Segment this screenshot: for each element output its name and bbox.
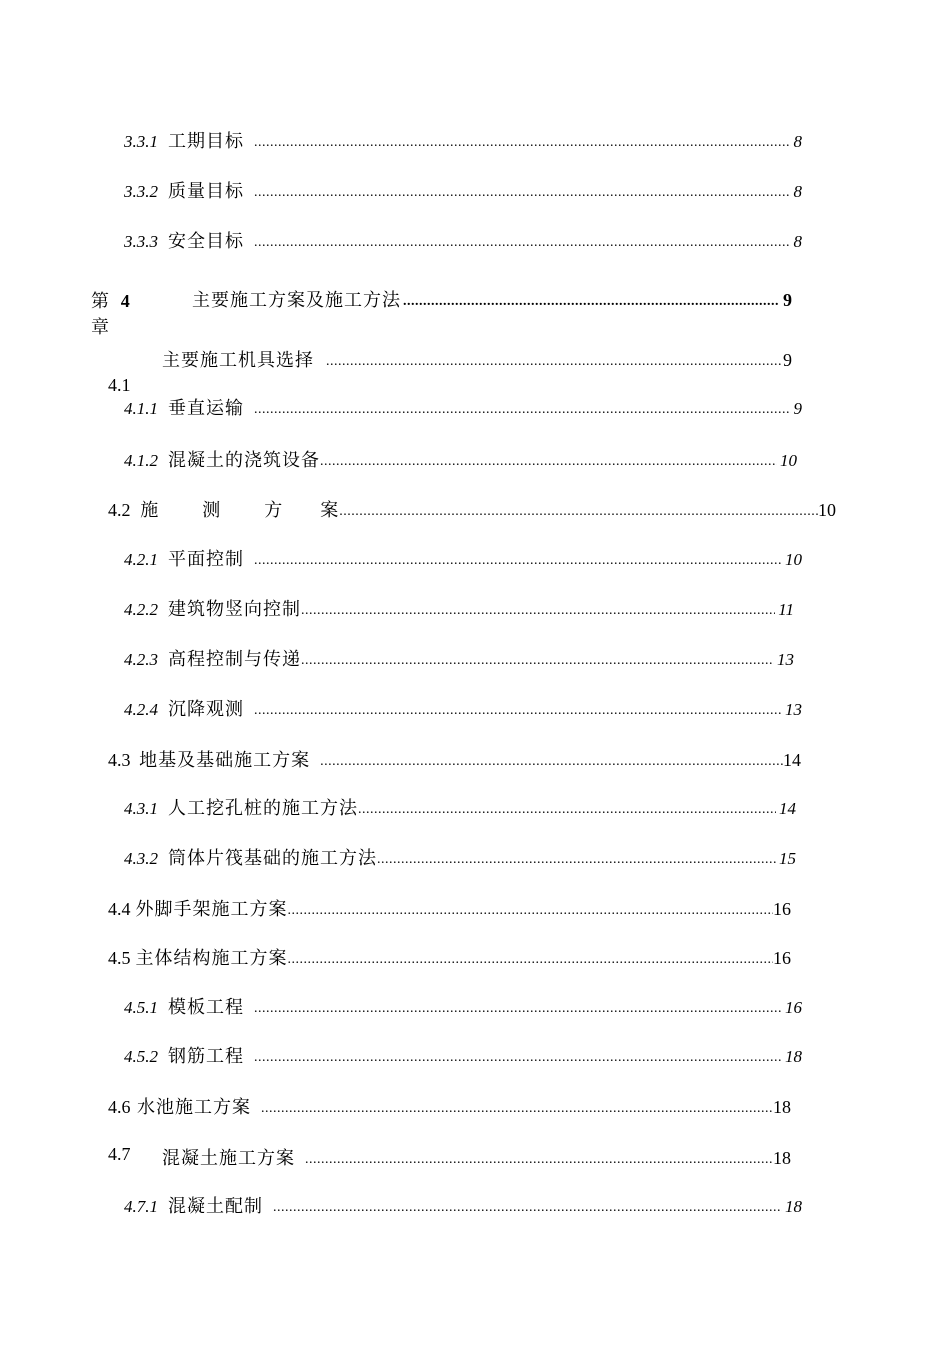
toc-entry-4-2-3[interactable] bbox=[124, 649, 794, 673]
toc-chapter-label bbox=[91, 288, 130, 341]
toc-leader-dots bbox=[254, 132, 791, 154]
toc-leader-dots bbox=[254, 550, 782, 572]
toc-entry-number: 4.2 bbox=[108, 500, 131, 520]
toc-entry-page: 16 bbox=[773, 948, 791, 968]
toc-entry-number: 4.1.2 bbox=[124, 451, 158, 470]
toc-entry-title: 外脚手架施工方案 bbox=[135, 899, 288, 920]
toc-entry-page: 18 bbox=[785, 1047, 802, 1066]
toc-entry-number: 4.1 bbox=[108, 375, 131, 395]
chapter-suffix: 章 bbox=[91, 317, 109, 338]
toc-entry-title: 混凝土的浇筑设备 bbox=[168, 450, 320, 471]
toc-entry-page: 14 bbox=[779, 799, 796, 818]
toc-entry-title: 质量目标 bbox=[168, 181, 244, 202]
toc-entry-3-3-1[interactable] bbox=[124, 131, 802, 155]
toc-entry-3-3-2[interactable] bbox=[124, 181, 802, 205]
toc-entry-title: 筒体片筏基础的施工方法 bbox=[168, 848, 377, 869]
toc-entry-page: 13 bbox=[777, 650, 794, 669]
toc-entry-number: 4.2.1 bbox=[124, 550, 158, 569]
toc-entry-number: 4.1.1 bbox=[124, 399, 158, 418]
toc-entry-title bbox=[140, 500, 339, 522]
toc-entry-4-3-2[interactable] bbox=[124, 848, 796, 872]
title-char: 方 bbox=[264, 500, 284, 521]
chapter-number: 4 bbox=[120, 291, 130, 311]
toc-entry-page: 18 bbox=[773, 1097, 791, 1117]
toc-entry-title: 水池施工方案 bbox=[137, 1097, 252, 1118]
toc-entry-title: 地基及基础施工方案 bbox=[139, 750, 311, 771]
toc-entry-title: 沉降观测 bbox=[168, 699, 244, 720]
toc-entry-number: 4.7 bbox=[108, 1144, 131, 1164]
toc-entry-4-1-1[interactable] bbox=[124, 398, 802, 422]
toc-entry-number: 4.2.2 bbox=[124, 600, 158, 619]
toc-entry-4-1-2[interactable] bbox=[124, 450, 797, 474]
toc-leader-dots bbox=[261, 1098, 773, 1120]
toc-entry-number: 4.5 bbox=[108, 948, 131, 968]
toc-leader-dots bbox=[254, 700, 782, 722]
toc-entry-title: 钢筋工程 bbox=[168, 1046, 244, 1067]
toc-leader-dots bbox=[254, 1047, 782, 1069]
toc-leader-dots bbox=[254, 998, 782, 1020]
chapter-prefix: 第 bbox=[91, 291, 109, 312]
toc-entry-number: 4.5.2 bbox=[124, 1047, 158, 1066]
toc-leader-dots bbox=[301, 600, 775, 622]
toc-entry-number: 4.5.1 bbox=[124, 998, 158, 1017]
toc-entry-3-3-3[interactable] bbox=[124, 231, 802, 255]
toc-leader-dots bbox=[305, 1149, 773, 1171]
toc-entry-title: 高程控制与传递 bbox=[168, 649, 301, 670]
title-char: 施 bbox=[140, 500, 160, 521]
toc-entry-page: 16 bbox=[773, 899, 791, 919]
toc-leader-dots bbox=[301, 650, 774, 672]
toc-entry-title: 混凝土施工方案 bbox=[162, 1148, 295, 1169]
toc-entry-title: 建筑物竖向控制 bbox=[168, 599, 301, 620]
toc-entry-4-7-1[interactable] bbox=[124, 1196, 802, 1220]
toc-entry-4-2-1[interactable] bbox=[124, 549, 802, 573]
toc-entry-number: 3.3.3 bbox=[124, 232, 158, 251]
toc-entry-number: 4.3.1 bbox=[124, 799, 158, 818]
toc-entry-4-3-1[interactable] bbox=[124, 798, 796, 822]
toc-entry-page: 14 bbox=[783, 750, 801, 770]
toc-entry-page: 11 bbox=[778, 600, 794, 619]
toc-entry-page: 9 bbox=[783, 290, 792, 310]
toc-entry-page: 15 bbox=[779, 849, 796, 868]
toc-entry-page: 9 bbox=[793, 399, 802, 418]
toc-entry-number: 4.2.4 bbox=[124, 700, 158, 719]
toc-entry-chapter-4[interactable] bbox=[192, 289, 792, 314]
toc-entry-title: 主要施工方案及施工方法 bbox=[192, 290, 401, 311]
toc-entry-number: 3.3.2 bbox=[124, 182, 158, 201]
toc-entry-4-2-4[interactable] bbox=[124, 699, 802, 723]
toc-entry-title: 主体结构施工方案 bbox=[135, 948, 288, 969]
toc-leader-dots bbox=[377, 849, 776, 871]
toc-leader-dots bbox=[288, 949, 773, 971]
toc-entry-title: 混凝土配制 bbox=[168, 1196, 263, 1217]
toc-entry-page: 8 bbox=[793, 132, 802, 151]
toc-leader-dots bbox=[273, 1197, 782, 1219]
toc-entry-page: 18 bbox=[785, 1197, 802, 1216]
toc-leader-dots bbox=[288, 900, 773, 922]
toc-entry-4-6[interactable] bbox=[108, 1096, 791, 1121]
toc-entry-number: 4.7.1 bbox=[124, 1197, 158, 1216]
toc-entry-4-7[interactable] bbox=[162, 1147, 791, 1172]
toc-entry-title: 工期目标 bbox=[168, 131, 244, 152]
toc-leader-dots bbox=[403, 291, 779, 313]
toc-entry-page: 9 bbox=[783, 350, 792, 370]
toc-leader-dots bbox=[254, 182, 791, 204]
toc-entry-page: 16 bbox=[785, 998, 802, 1017]
toc-entry-number: 4.6 bbox=[108, 1097, 131, 1117]
toc-leader-dots bbox=[254, 232, 791, 254]
title-char: 案 bbox=[320, 500, 340, 521]
toc-entry-number: 3.3.1 bbox=[124, 132, 158, 151]
toc-entry-4-3[interactable] bbox=[108, 749, 801, 774]
toc-entry-number: 4.2.3 bbox=[124, 650, 158, 669]
toc-entry-number: 4.3.2 bbox=[124, 849, 158, 868]
toc-leader-dots bbox=[326, 351, 781, 373]
toc-entry-title: 人工挖孔桩的施工方法 bbox=[168, 798, 358, 819]
toc-entry-page: 13 bbox=[785, 700, 802, 719]
toc-entry-page: 18 bbox=[773, 1148, 791, 1168]
toc-leader-dots bbox=[320, 751, 783, 773]
toc-entry-4-5[interactable] bbox=[108, 947, 791, 972]
toc-entry-title: 垂直运输 bbox=[168, 398, 244, 419]
toc-leader-dots bbox=[358, 799, 776, 821]
toc-leader-dots bbox=[320, 451, 777, 473]
toc-entry-4-5-2[interactable] bbox=[124, 1046, 802, 1070]
title-char: 测 bbox=[202, 500, 222, 521]
toc-entry-title: 主要施工机具选择 bbox=[162, 350, 314, 371]
toc-entry-4-5-1[interactable] bbox=[124, 997, 802, 1021]
toc-entry-title: 平面控制 bbox=[168, 549, 244, 570]
toc-entry-page: 10 bbox=[785, 550, 802, 569]
toc-entry-number: 4.4 bbox=[108, 899, 131, 919]
toc-leader-dots bbox=[339, 501, 818, 523]
toc-entry-page: 8 bbox=[793, 182, 802, 201]
toc-entry-page: 10 bbox=[818, 500, 836, 520]
toc-entry-title: 模板工程 bbox=[168, 997, 244, 1018]
toc-entry-number: 4.3 bbox=[108, 750, 131, 770]
toc-entry-page: 8 bbox=[793, 232, 802, 251]
toc-entry-4-2[interactable] bbox=[108, 499, 836, 524]
toc-entry-title: 安全目标 bbox=[168, 231, 244, 252]
toc-entry-4-4[interactable] bbox=[108, 898, 791, 923]
toc-entry-4-1[interactable] bbox=[162, 349, 792, 374]
toc-entry-page: 10 bbox=[780, 451, 797, 470]
toc-leader-dots bbox=[254, 399, 791, 421]
toc-entry-4-2-2[interactable] bbox=[124, 599, 794, 623]
